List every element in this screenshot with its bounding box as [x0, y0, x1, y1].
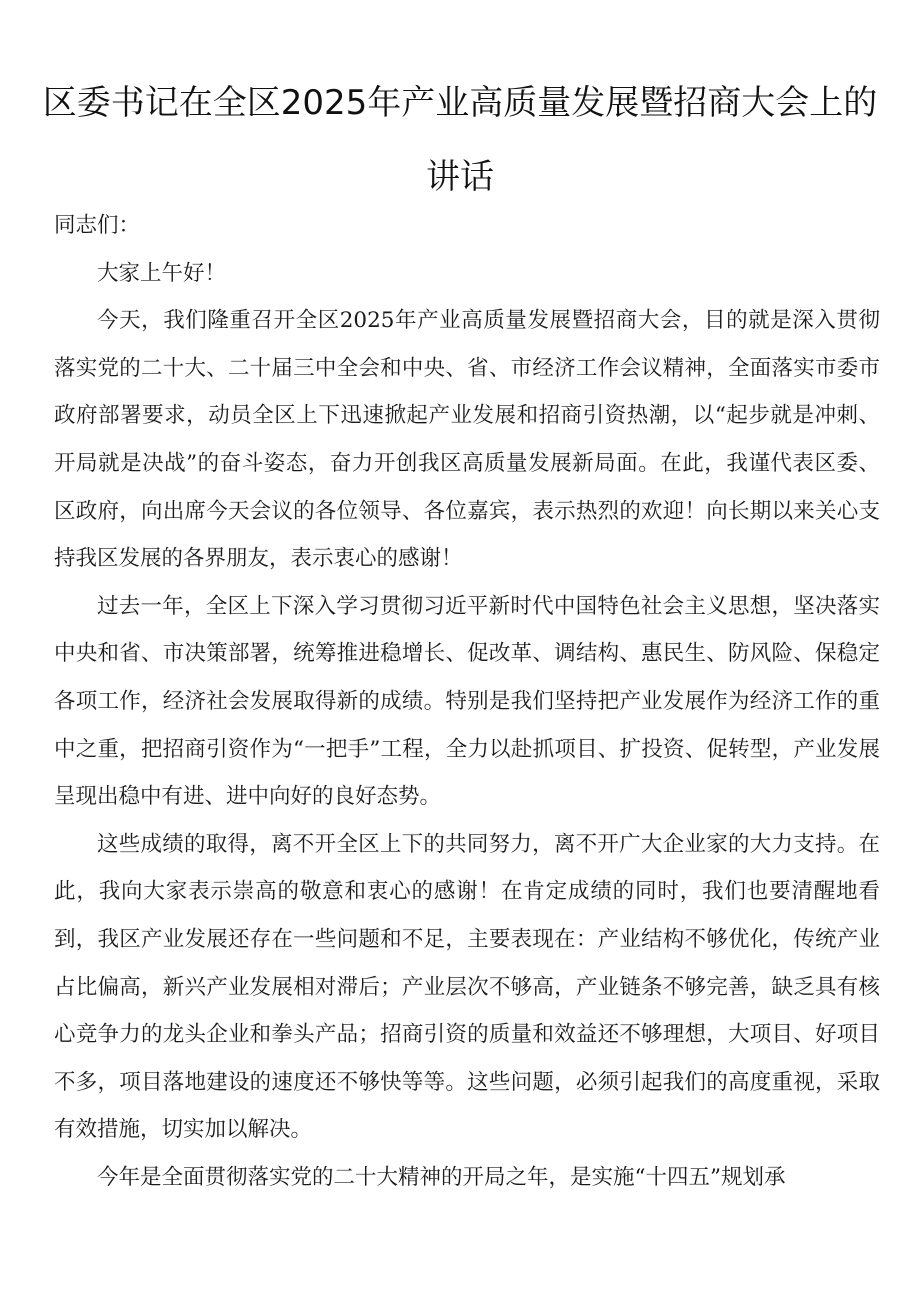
salutation: 同志们：	[54, 213, 141, 238]
paragraph-greeting: 大家上午好！	[97, 260, 227, 286]
paragraph-past-year: 过去一年，全区上下深入学习贯彻习近平新时代中国特色社会主义思想，坚决落实中央和省、市决策部署，统筹推进稳增长、促改革、调结构、惠民生、防风险、保稳定各项工作，经济社会发展取得新的成绩。特别是我们坚持把产业发展作为经济工作的重中之重，把招商引资作为“一把手”工程，全力以赴抓项目、扩投资、促转型，产业发展呈现出稳中有进、进中向好的良好态势。	[54, 593, 880, 810]
document-title: 区委书记在全区2025年产业高质量发展暨招商大会上的讲话	[42, 83, 878, 197]
paragraph-opening: 今天，我们隆重召开全区2025年产业高质量发展暨招商大会，目的就是深入贯彻落实党的二十大、二十届三中全会和中央、省、市经济工作会议精神，全面落实市委市政府部署要求，动员全区上下迅速掀起产业发展和招商引资热潮，以“起步就是冲刺、开局就是决战”的奋斗姿态，奋力开创我区高质量发展新局面。在此，我谨代表区委、区政府，向出席今天会议的各位领导、各位嘉宾，表示热烈的欢迎！向长期以来关心支持我区发展的各界朋友，表示衷心的感谢！	[54, 308, 880, 572]
paragraph-this-year: 今年是全面贯彻落实党的二十大精神的开局之年，是实施“十四五”规划承	[97, 1164, 786, 1190]
paragraph-achievements-problems: 这些成绩的取得，离不开全区上下的共同努力，离不开广大企业家的大力支持。在此，我向大家表示崇高的敬意和衷心的感谢！在肯定成绩的同时，我们也要清醒地看到，我区产业发展还存在一些问题和不足，主要表现在：产业结构不够优化，传统产业占比偏高，新兴产业发展相对滞后；产业层次不够高，产业链条不够完善，缺乏具有核心竞争力的龙头企业和拳头产品；招商引资的质量和效益还不够理想，大项目、好项目不多，项目落地建设的速度还不够快等等。这些问题，必须引起我们的高度重视，采取有效措施，切实加以解决。	[54, 831, 880, 1143]
document-body	[54, 202, 880, 1201]
